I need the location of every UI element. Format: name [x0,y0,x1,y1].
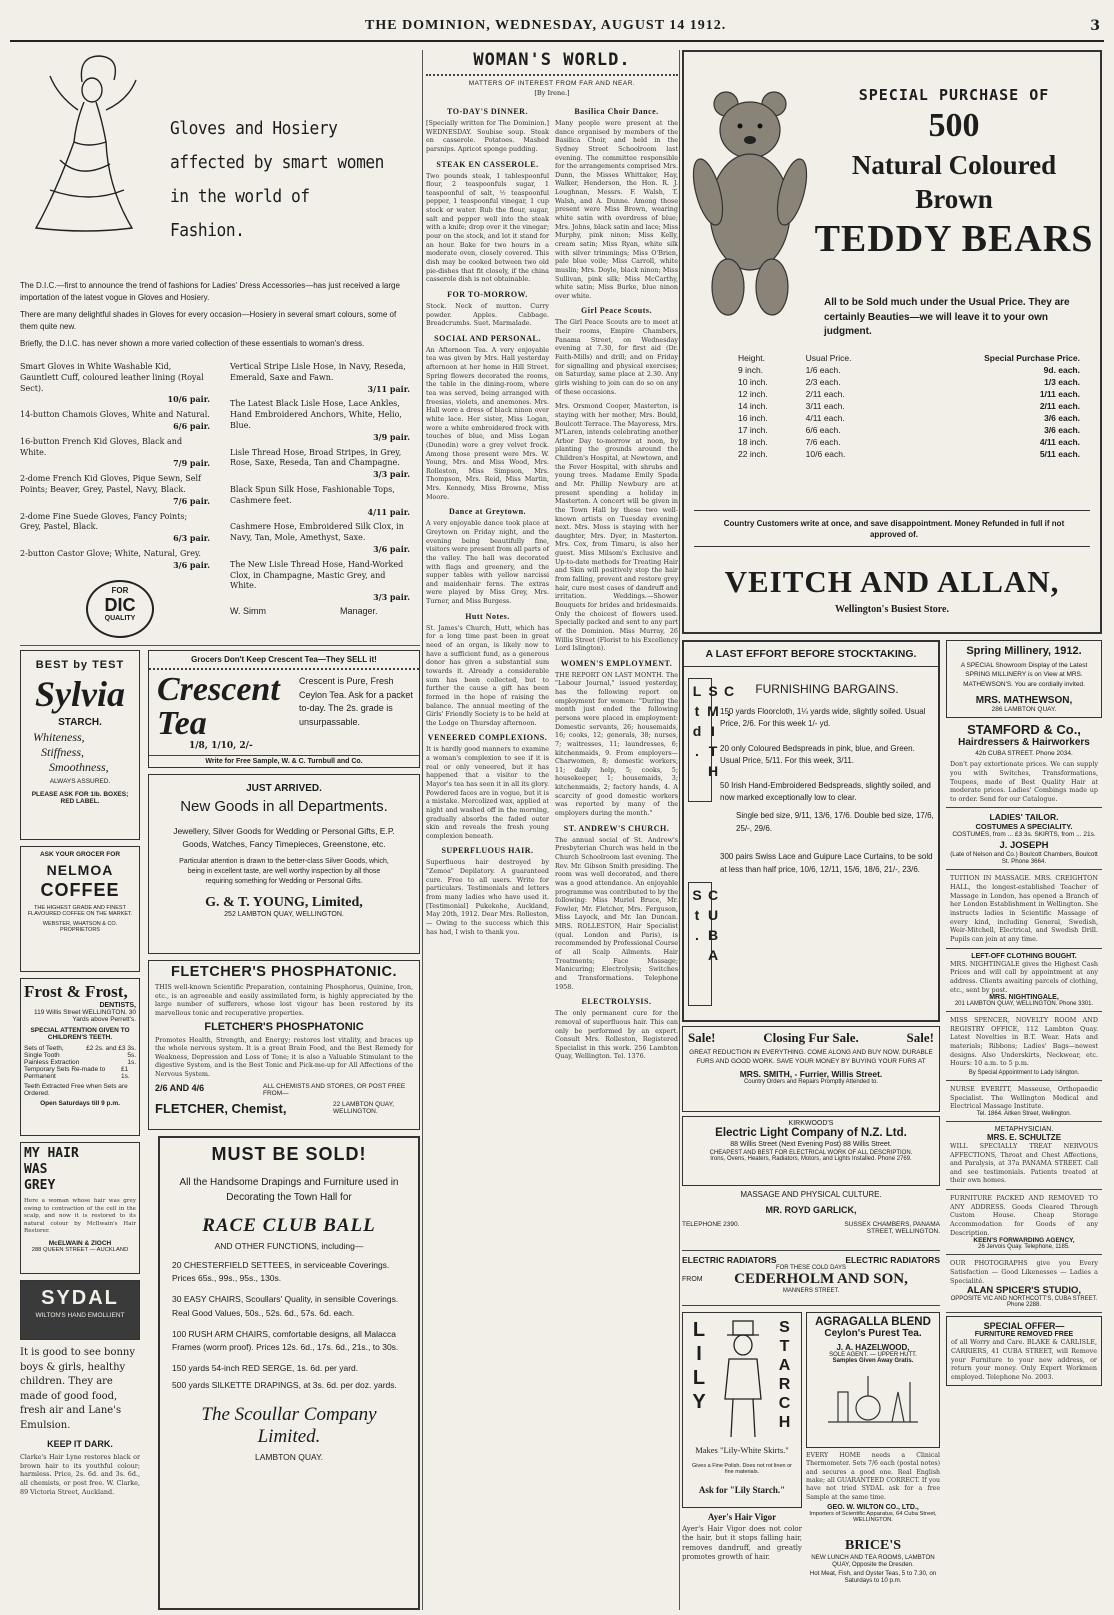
table-header: Height. Usual Price. Special Purchase Price. [738,353,1080,363]
lily-starch: STARCH [776,1319,793,1433]
furrier-name: MRS. SMITH, - Furrier, Willis Street. [739,1069,883,1080]
man-illustration [713,1319,773,1439]
sylvia-quality: Whiteness, [33,730,85,744]
dic-manager-name: W. Simm [230,606,266,616]
dic-gloves-list [20,362,210,576]
nelmoa-brand: NELMOA [46,862,114,878]
teddy-headline-2: Natural Coloured [851,150,1057,180]
dic-quality-seal: FOR DIC QUALITY [86,580,154,638]
frost-name: Frost & Frost, [24,982,128,1001]
byline: [By Irene.] [534,89,570,97]
womans-world-column-2 [555,101,678,1061]
furrier-headline: Closing Fur Sale. [763,1030,859,1045]
removals-ad: SPECIAL OFFER— FURNITURE REMOVED FREE of all Worry and Care. BLAKE & CARLISLE, CARRIERS, 41 CUBA STREET, will Remove your Furniture to your new address, or return your money. Only Expert Workmen employed. Telephone No. 2003. [946,1316,1102,1386]
country-customers-note: Country Customers write at once, and save disappointment. Money Refunded in full if not approved of. [723,519,1065,540]
lady-illustration [20,50,150,240]
kirkwood-electric-ad: KIRKWOOD'S Electric Light Company of N.Z. Ltd. 88 Willis Street (Next Evening Post) 88 Willis Street. CHEAPEST AND BEST FOR ELECTRICAL WORK OF ALL DESCRIPTION. Irons, Ovens, Heaters, Radiators, Motors, and Lights Installed. Phone 2769. [682,1116,940,1186]
list-item: 300 pairs Swiss Lace and Guipure Lace Curtains, to be sold at less than half price, 10/6, 12/11, 15/6, 18/6, 21/-, 23/6. [720,852,933,874]
millinery-ad: Spring Millinery, 1912. A SPECIAL Showroom Display of the Latest SPRING MILLINERY is on View at MRS. MATHEWSON'S. You are cordially invited. MRS. MATHEWSON, 286 LAMBTON QUAY. [946,640,1102,718]
dic-intro-2: There are many delightful shades in Gloves for every occasion—Hosiery in several smart colours, some of them quite new. [20,310,397,331]
agragalla-name: AGRAGALLA BLEND [815,1316,931,1328]
dic-intro-3: Briefly, the D.I.C. has never shown a more varied collection of these essentials to woman's dress. [20,339,365,349]
list-item: Smart Gloves in White Washable Kid, Gauntlett Cuff, coloured leather lining (Royal Sect). 10/6 pair. [20,362,210,405]
nelmoa-coffee-ad: ASK YOUR GROCER FOR NELMOA COFFEE THE HIGHEST GRADE AND FINEST FLAVOURED COFFEE ON THE MARKET. WEBSTER, WHATSON & CO. PROPRIETORS [20,846,140,972]
teddy-price-table [734,352,1084,460]
dic-headline: Gloves and Hosiery affected by smart women in the world of Fashion. [170,118,384,241]
metaphysician-ad: METAPHYSICIAN. MRS. E. SCHULTZE WILL SPECIALLY TREAT NERVOUS AFFECTIONS, Throat and Chest Affections, and Paralysis, at 37a PANAMA STREET. Call and see testimonials. Patients treated at their own homes. [946,1122,1102,1190]
dic-manager-title: Manager. [340,606,378,616]
masthead-title: THE DOMINION, WEDNESDAY, AUGUST 14 1912. [365,18,727,33]
furniture-packing-ad: FURNITURE PACKED AND REMOVED TO ANY ADDRESS. Goods Cleared Through Custom House. Cheap Storage Accommodation for Goods of any Description. KEEN'S FORWARDING AGENCY, 26 Jervois Quay. Telephone, 1185. [946,1190,1102,1255]
young-jewellers-ad: JUST ARRIVED. New Goods in all Departments. Jewellery, Silver Goods for Wedding or Personal Gifts, E.P. Goods, Watches, Fancy Timepieces, Greenstone, etc. Particular attention is drawn to the better-class Silver Goods, which, being in excellent taste, are well worthy inspection by all those requiring something for Wedding or Personal Gifts. G. & T. YOUNG, Limited, 252 LAMBTON QUAY, WELLINGTON. [148,774,420,954]
smith-subheading: FURNISHING BARGAINS. [755,682,899,696]
article: Girl Peace Scouts. The Girl Peace Scouts are to meet at their rooms, Empire Chambers, Panama Street, on Wednesday evening at 7.30, for first aid (Dr. Faith-Mills) and drill; and on Friday for signalling and physical exercises; on Saturday, same place at 2.30. Any girls wishing to join can do so on any of these occasions. [555,306,678,396]
teddy-headline-3: Brown [915,184,993,214]
list-item: Lisle Thread Hose, Broad Stripes, in Grey, Rose, Saxe, Reseda, Tan and Champagne. 3/3 pair. [230,447,410,480]
womans-world-column-1 [426,101,549,1061]
sylvia-top: BEST by TEST [35,659,125,671]
scoullar-ad: MUST BE SOLD! All the Handsome Drapings and Furniture used in Decorating the Town Hall for RACE CLUB BALL AND OTHER FUNCTIONS, including— 20 CHESTERFIELD SETTEES, in serviceable Coverings. Prices 65s., 99s., 95s., 130s. 30 EASY CHAIRS, Scoullars' Quality, in sensible Coverings. Real Good Values, 50s., 52s. 6d., 57s. 6d. each. 100 RUSH ARM CHAIRS, comfortable designs, all Malacca Frames (worm proof). Prices 12s. 6d., 17s. 6d., 21s., to 30s. 150 yards 54-inch RED SERGE, 1s. 6d. per yard. 500 yards SILKETTE DRAPINGS, at 3s. 6d. per doz. yards. The Scoullar Company Limited. LAMBTON QUAY. [158,1136,420,1610]
veitch-allan-name: VEITCH AND ALLAN, [724,564,1060,599]
womans-world [426,50,678,1610]
c-smith-ad [682,640,940,1022]
list-item: 500 yards SILKETTE DRAPINGS, at 3s. 6d. per doz. yards. [172,1380,397,1391]
table-row: 18 inch. 7/6 each. 4/11 each. [738,437,1080,447]
article: FOR TO-MORROW. Stock. Neck of mutton. Curry powder. Apples. Cabbage. Breadcrumbs. Suet. Marmalade. [426,289,549,328]
masthead [10,12,1104,42]
column-rule [422,50,423,1610]
crescent-prices: 1/8, 1/10, 2/- [189,741,253,751]
list-item: Single Tooth 5s. [24,1052,136,1059]
list-item: 16-button French Kid Gloves, Black and White. 7/9 pair. [20,436,210,469]
list-item: 2-dome French Kid Gloves, Pique Sewn, Self Points; Beaver, Grey, Pastel, Navy, Black. 7/6 pair. [20,474,210,506]
article: Basilica Choir Dance. Many people were present at the dance organised by members of the Basilica Choir, and held in the Sydney Street Schoolroom last evening. The committee responsible for the arrangements comprised Mrs. Dunn, the Misses Whittaker, Hay, Walker, Henderson, the Hon. R. J. Loughnan, Messrs. F. Walsh, T. Walsh, and A. Dunne. Among those present were Miss Brown, wearing white satin with overdress of blue; Mrs. Johns, black satin and lace; Miss Murphy, pink ninon; Miss Kelly, cream satin; Miss Ryan, white silk with silver trimmings; Miss O'Brien, pale blue voile; Miss Carroll, white muslin; Mrs. Doyle, black ninon; Miss Sullivan, pink silk; Miss McCarthy, white satin; Miss Burke, blue ninon over white. [555,107,678,300]
fletcher-name: FLETCHER, Chemist, [155,1100,287,1116]
table-row: 10 inch. 2/3 each. 1/3 each. [738,377,1080,387]
spencer-ad: MISS SPENCER, NOVELTY ROOM AND REGISTRY OFFICE, 112 Lambton Quay. Latest Novelties in B.T. Wear. Hats and materials; Ribbons; Ladies' Bags—newest designs. Also Underskirts, Neckwear, etc. Hours: 10 a.m. to 5 p.m. By Special Appointment to Lady Islington. [946,1012,1102,1081]
list-item: The New Lisle Thread Hose, Hand-Worked Clox, in Champagne, Mastic Grey, and White. 3/3 pair. [230,559,410,603]
list-item: 2-dome Fine Suede Gloves, Fancy Points; Grey, Pastel, Black. 6/3 pair. [20,511,210,544]
table-row: 12 inch. 2/11 each. 1/11 each. [738,389,1080,399]
list-item: Vertical Stripe Lisle Hose, in Navy, Reseda, Emerald, Saxe and Fawn. 3/11 pair. [230,362,410,394]
teddy-count: 500 [928,107,980,144]
apparatus-illustration [818,1368,928,1424]
sylvia-starch-ad [20,650,140,840]
article: Dance at Greytown. A very enjoyable dance took place at Greytown on Friday night, and the evening being beautifully fine, visitors were present from all parts of the valley. The hall was decorated with flags and greenery, and the supper tables with yellow narcissi and maidenhair ferns. The extras were played by Miss Grey, Mrs. Turner, and Miss Burgess. [426,507,549,606]
article: VENEERED COMPLEXIONS. It is hardly good manners to examine a woman's complexion to see if it is real or only veneered, but it has happened that a visitor to the Mayor's tea has seen it in all its glory. Powdered faces are in vogue, but it is a mistake. Mercolized wax, applied at night and washed off in the morning, gradually absorbs the faded outer skin and reveals the fresh young complexion beneath. [426,733,549,840]
list-item: Temporary Sets Re-made to Permanent £1 1s. [24,1066,130,1080]
grey-hair-headline: MY HAIR WAS GREY [24,1146,79,1193]
sydal-brand: SYDAL [41,1287,119,1309]
veitch-allan-slogan: Wellington's Busiest Store. [835,604,949,615]
scoullar-name: The Scoullar Company Limited. [201,1404,377,1448]
tailor-ad: LADIES' TAILOR. COSTUMES A SPECIALITY. COSTUMES, from ... £3 3s. SKIRTS, from ... 21s. J. JOSEPH (Late of Nelson and Co.) Boulcott Chambers, Boulcott St. Phone 3664. [946,808,1102,870]
crescent-brand: Crescent Tea [157,671,280,742]
veitch-allan-ad [682,50,1102,634]
ayer-hair-ad: Ayer's Hair Vigor Ayer's Hair Vigor does not color the hair, but it stops falling hair, removes dandruff, and greatly promotes growth of hair. [682,1512,802,1562]
nelmoa-coffee: COFFEE [40,880,120,900]
ayer-name: Ayer's Hair Vigor [707,1512,777,1522]
list-item: 50 Irish Hand-Embroidered Bedspreads, slightly soiled, and now marked exceptionally low to clear. [720,780,931,802]
list-item: Sets of Teeth, £2 2s. and £3 3s. [24,1045,136,1052]
list-item: 150 yards Floorcloth, 1¼ yards wide, slightly soiled. Usual Price, 2/6. For this week 1/- yd. [720,707,926,729]
article: SUPERFLUOUS HAIR. Superfluous hair destroyed by "Zemoa" Depilatory. A guaranteed cure. Free to all users. Write for particulars. Testimonials and letters from many ladies who have used it. [Testimonial] Pukekohe, Auckland, May 20th, 1912. Dear Mrs. Rolleston, — Owing to the success which this has had, I wish to thank you. [426,846,549,936]
lily-word: LILY [688,1319,710,1415]
scoullar-headline: MUST BE SOLD! [211,1144,367,1164]
list-item: Black Spun Silk Hose, Fashionable Tops, Cashmere feet. 4/11 pair. [230,484,410,517]
grey-hair-ad: MY HAIR WAS GREY Here a woman whose hair was grey owing to contraction of the cell in the scalp, and now it is restored to its natural colour by McIlwain's Hair Restorer. McELWAIN & ZIOCH 288 QUEEN STREET — AUCKLAND [20,1142,140,1274]
fletcher-headline: FLETCHER'S PHOSPHATONIC. [171,964,397,980]
list-item: 20 only Coloured Bedspreads in pink, blue, and Green. Usual Price, 5/11. For this week, 3/11. [720,743,915,766]
scoullar-event: RACE CLUB BALL [202,1215,376,1236]
agragalla-tea-ad: AGRAGALLA BLEND Ceylon's Purest Tea. J. A. HAZELWOOD, SOLE AGENT. — UPPER HUTT. Samples Given Away Gratis. [806,1312,940,1448]
kirkwood-headline: Electric Light Company of N.Z. Ltd. [715,1127,907,1139]
smith-headline: A LAST EFFORT BEFORE STOCKTAKING. [684,642,938,667]
furrier-ad: Sale! Closing Fur Sale. Sale! GREAT REDUCTION IN EVERYTHING. COME ALONG AND BUY NOW. DURABLE FURS AND GOOD WORK. SAVE YOUR MONEY BY BUYING YOUR FURS AT MRS. SMITH, - Furrier, Willis Street. Country Orders and Repairs Promptly Attended to. [682,1026,940,1112]
teddy-headline-1: SPECIAL PURCHASE OF [858,86,1050,104]
list-item: Painless Extraction 1s. [24,1059,136,1066]
list-item: Single bed size, 9/11, 13/6, 17/6. Double bed size, 17/6, 25/-, 29/6. [736,811,934,833]
tuition-ad: TUITION IN MASSAGE. MRS. CREIGHTON HALL, the longest-established Teacher of Massage in London, has opened a Branch of her London Establishment in Wellington. She instructs ladies in Scientific Massage of every kind, including General, Swedish, Weir-Mitchell, Electrical, and Swedish Drill. Pupils can join at any time. [946,870,1102,948]
section-title: WOMAN'S WORLD. [473,50,631,70]
sydal-ad: SYDAL WILTON'S HAND EMOLLIENT [20,1280,140,1340]
brices-ad: BRICE'S NEW LUNCH AND TEA ROOMS, LAMBTON QUAY, Opposite the Dresden. Hot Meat, Fish, and Oyster Teas, 5 to 7.30, on Saturdays to 10 p.m. [806,1538,940,1610]
young-name: G. & T. YOUNG, Limited, [205,894,363,910]
frost-prices [24,1045,136,1080]
dic-ad [20,50,416,642]
article: SOCIAL AND PERSONAL. An Afternoon Tea. A very enjoyable tea was given by Mrs. Hall yesterday afternoon at her home in Hill Street. Spring flowers decorated the rooms, the table in the dining-room, where tea was served, being arranged with freesias, violets, and anemones. Mrs. Hall wore a dress of black ninon over white lace. Her sister, Miss Logan, wore a white embroidered frock with touches of blue, and Miss Logan (Dunedin) wore a grey velvet frock. Among those present were Mrs. W. Young, Mrs. and Miss Wood, Mrs. Rolleston, Miss Simpson, Mrs. Thompson, Mrs. Reid, Miss Martin, Mrs. Kennedy, Miss Browne, Miss Moore. [426,333,549,501]
crescent-tea-ad: Grocers Don't Keep Crescent Tea—They SELL it! Crescent Tea 1/8, 1/10, 2/- Crescent is Pure, Fresh Ceylon Tea. Ask for a packet to-day. The 2s. grade is unsurpassable. Write for Free Sample, W. & C. Turnbull and Co. [148,650,420,768]
sylvia-quality: Smoothness, [49,760,109,774]
fletcher-ad: FLETCHER'S PHOSPHATONIC. THIS well-known Scientific Preparation, containing Phosphorus, Quinine, Iron, etc., is an agreeable and easily assimilated form, is highly appreciated by the large number of sufferers, whose lost vigour has been restored by its marvellous tonic and recuperative properties. FLETCHER'S PHOSPHATONIC Promotes Health, Strength, and Energy; restores lost vitality, and braces up the whole nervous system. It is a great Brain Food, and the Best Remedy for Weakness, Depression and Loss of Tone; it is also a Valuable Stimulant to the digestive System, and is the Best Tonic and Pick-me-up for All Affections of the Nervous System. 2/6 AND 4/6 ALL CHEMISTS AND STORES, OR POST FREE FROM— FLETCHER, Chemist, 22 LAMBTON QUAY, WELLINGTON. [148,960,420,1130]
teddy-tagline: All to be Sold much under the Usual Price. They are certainly Beauties—we will leave it to your own judgment. [824,297,1070,337]
article: TO-DAY'S DINNER. [Specially written for The Dominion.] WEDNESDAY. Soubise soup. Steak en casserole. Potatoes. Mashed parsnips. Apricot sponge pudding. [426,107,549,153]
massage-name: MR. ROYD GARLICK, [765,1205,857,1215]
column-rule [679,50,680,1610]
sylvia-starch: STARCH. [58,717,102,728]
dic-hosiery-list [230,362,410,608]
sylvia-ask: PLEASE ASK FOR 1lb. BOXES; RED LABEL. [31,791,129,805]
list-item: The Latest Black Lisle Hose, Lace Ankles, Hand Embroidered Anchors, White, Helio, Blue. 3/9 pair. [230,399,410,442]
table-row: 16 inch. 4/11 each. 3/6 each. [738,413,1080,423]
table-row: 17 inch. 6/6 each. 3/6 each. [738,425,1080,435]
list-item: 14-button Chamois Gloves, White and Natural. 6/6 pair. [20,410,210,431]
teddy-bear-illustration [690,82,810,322]
article: STEAK EN CASSEROLE. Two pounds steak, 1 tablespoonful flour, 2 teaspoonfuls sugar, 1 teaspoonful of salt, ½ teaspoonful pepper, 1 teaspoonful vinegar, 1 cup stock or water. Rub the flour, sugar, salt and pepper well into the steak with a knife; drop over it the vinegar; pour on the stock, and let it stand for an hour. Bake for two hours in a moderate oven, closely covered. This dish may be cooked between two old pie-dishes that fit closely, if the china casserole dish is not obtainable. [426,159,549,284]
nurse-ad: NURSE EVERITT, Masseuse, Orthopaedic Specialist. The Wellington Medical and Electrical Massage Institute. Tel. 1864. Aitken Street, Wellington. [946,1081,1102,1122]
article: ELECTROLYSIS. The only permanent cure for the removal of superfluous hair. This can only be performed by an expert. Consult Mrs. Rolleston, Registered Specialist in this work. 256 Lambton Quay, Wellington. Tel. 1376. [555,997,678,1061]
table-row: 22 inch. 10/6 each. 5/11 each. [738,449,1080,459]
lily-starch-ad: LILY STARCH Makes "Lily-White Skirts." Gives a Fine Polish. Does not rot linen or fine materials. Ask for "Lily Starch." [682,1312,802,1508]
dic-intro [20,280,416,350]
cederholm-name: CEDERHOLM AND SON, [734,1271,908,1287]
list-item: 2-button Castor Glove; White, Natural, Grey. 3/6 pair. [20,548,210,570]
section-subtitle: MATTERS OF INTEREST FROM FAR AND NEAR. [468,80,636,87]
clothing-ad: LEFT-OFF CLOTHING BOUGHT. MRS. NIGHTINGALE gives the Highest Cash Prices and will call by appointment at any address. Clients awaiting parcels of clothing, etc., sent by post. MRS. NIGHTINGALE, 201 LAMBTON QUAY, WELLINGTON. Phone 3301. [946,949,1102,1013]
list-item: 20 CHESTERFIELD SETTEES, in serviceable Coverings. Prices 65s., 99s., 95s., 130s. [172,1260,390,1284]
section-rule [20,645,420,646]
lanes-emulsion-ad: It is good to see bonny boys & girls, healthy children. They are made of good food, fresh air and Lane's Emulsion. KEEP IT DARK. Clarke's Hair Lyne restores black or brown hair to its youthful colour; harmless. Price, 2s. 6d. and 3s. 6d., all chemists, or post free. W. Clarke, 89 Victoria Street, Auckland. [20,1347,140,1496]
smith-vertical-street: CUBA St. [689,887,721,967]
dic-intro-1: The D.I.C.—first to announce the trend of fashions for Ladies' Dress Accessories—has just received a large importation of the latest vogue in Gloves and Hosiery. [20,281,400,302]
article: Mrs. Orsmond Cooper, Masterton, is staying with her mother, Mrs. Bould, Boulcott Terrace. The Mayoress, Mrs. M'Laren, intends celebrating another Arbor Day to-morrow at noon, by planting the grounds around the Children's Hospital, at Newtown, and the Fever Hospital, with shrubs and young trees. Madame Emily Spada and Mr. Phillip Newbury are at present spending a holiday in Masterton. A concert will be given in the Town Hall by these two well-known artists on Tuesday evening next. Mrs. Moss is staying with her daughter, Mrs. Dyer, in Masterton. Mrs. Cox, from Timaru, is also her guest. Miss Milsom's Exclusive and Up-to-date methods for Treating Hair and Skin will positively stop the hair from falling, prevent and restore grey hair, cure most cases of dandruff and irritation. Weddings.—Shower Bouquets for brides and bridesmaids. Only the choicest of flowers used. Specially packed and sent to any part of the Dominion. Miss Murray, 26 Willis Street (Florist to his Excellency Lord Islington). [555,402,678,653]
radiators-ad: ELECTRIC RADIATORS ELECTRIC RADIATORS FOR THESE COLD DAYS FROM CEDERHOLM AND SON, MANNERS STREET. [682,1250,940,1306]
right-classifieds [946,640,1102,1610]
stamford-ad: STAMFORD & Co., Hairdressers & Hairworkers 42b CUBA STREET. Phone 2034. Don't pay extortionate prices. We can supply you with Switches, Transformations, Toupees, made of Best Quality Hair at moderate prices. Ladies' Combings made up to order. Send for our Catalogue. [946,718,1102,808]
teddy-headline-4: TEDDY BEARS [814,218,1094,260]
brices-name: BRICE'S [844,1538,902,1553]
list-item: 30 EASY CHAIRS, Scoullars' Quality, in sensible Coverings. Real Good Values, 50s., 52s. 6d., 57s. 6d. each. [172,1294,399,1318]
page-number: 3 [1090,18,1100,34]
article: WOMEN'S EMPLOYMENT. THE REPORT ON LAST MONTH. The "Labour Journal," issued yesterday, has the following report on employment for women: "During the month just ended the following persons were placed in employment: Domestic servants, 26; housemaids, 16; cooks, 12; generals, 38; nurses, 7; waitresses, 11; laundresses, 6; kitchenmaids, 9. From employers—Charwomen, 8; domestic workers, 11; daily help, 5; cooks, 5; housekeeper, 1; housemaids, 3; kitchenmaids, 2; factory hands, 4. A scarcity of good domestic workers was reported by many of the employers during the month." [555,658,678,818]
sylvia-quality: Stiffness, [41,745,85,759]
table-row: 14 inch. 3/11 each. 2/11 each. [738,401,1080,411]
thermometer-ad: EVERY HOME needs a Clinical Thermometer. Sets 7/6 each (postal notes) and secures a good one. Real English make; all GUARANTEED CORRECT. If you have not tried SYDAL ask for a free Sample at the same time. GEO. W. WILTON CO., LTD., Importers of Scientific Apparatus, 64 Cuba Street, WELLINGTON. [806,1452,940,1524]
article: ST. ANDREW'S CHURCH. The annual social of St. Andrew's Presbyterian Church was held in the Church Schoolroom last evening. The Rev. Mr. Gibson Smith presiding. The room was well decorated, and there was a good attendance. An enjoyable programme was contributed to by the following: Miss Muriel Bruce, Mr. Fowler, Mr. Fletcher, Mrs. Ferguson, Miss Layock, and Mr. Ian Duncan. MRS. ROLLESTON, Hair Specialist (qual. London and Paris), is recommended by Professional Course of all Scalp Ailments. Hair Treatments; Face Massage; Manicuring; Electrolysis; Switches and Transformations. Telephone 1958. [555,823,678,991]
young-headline: New Goods in all Departments. [180,798,388,815]
frost-dentists-ad: Frost & Frost, DENTISTS, 119 Willis Street WELLINGTON. 30 Yards above Perrett's. SPECIAL ATTENTION GIVEN TO CHILDREN'S TEETH. Sets of Teeth, £2 2s. and £3 3s. Single Tooth 5s. Painless Extraction 1s. Temporary Sets Re-made to Permanent £1 1s. Teeth Extracted Free when Sets are Ordered. Open Saturdays till 9 p.m. [20,978,140,1136]
massage-ad: MASSAGE AND PHYSICAL CULTURE. MR. ROYD GARLICK, TELEPHONE 2390. SUSSEX CHAMBERS, PANAMA STREET, WELLINGTON. [682,1190,940,1235]
list-item: Cashmere Hose, Embroidered Silk Clox, in Navy, Tan, Mole, Amethyst, Saxe. 3/6 pair. [230,522,410,554]
smith-vertical-name: C. SMITH Ltd. [689,683,737,783]
list-item: 100 RUSH ARM CHAIRS, comfortable designs, all Malacca Frames (worm proof). Prices 12s. 6d., 17s. 6d., 21s., to 30s. [172,1328,399,1352]
list-item: 150 yards 54-inch RED SERGE, 1s. 6d. per yard. [172,1363,359,1374]
sylvia-assured: ALWAYS ASSURED. [49,778,111,785]
table-row: 9 inch. 1/6 each. 9d. each. [738,365,1080,375]
article: Hutt Notes. St. James's Church, Hutt, which has for a long time past been in great need of an organ, is likely now to have a sufficient fund, as a generous donor has given a substantial sum towards it. Already a considerable sum has been collected, but to further the cause a gift has been formed in the hope of raising the balance. The annual meeting of the Girls' Friendly Society is to be held at the Lodge on Thursday afternoon. [426,611,549,727]
sylvia-brand: Sylvia [35,674,125,714]
photographs-ad: OUR PHOTOGRAPHS give you Every Satisfaction — Good Likenesses — Ladies a Specialité. ALAN SPICER'S STUDIO, OPPOSITE VIC AND NORTHCOTT'S, CUBA STREET. Phone 2288. [946,1255,1102,1313]
